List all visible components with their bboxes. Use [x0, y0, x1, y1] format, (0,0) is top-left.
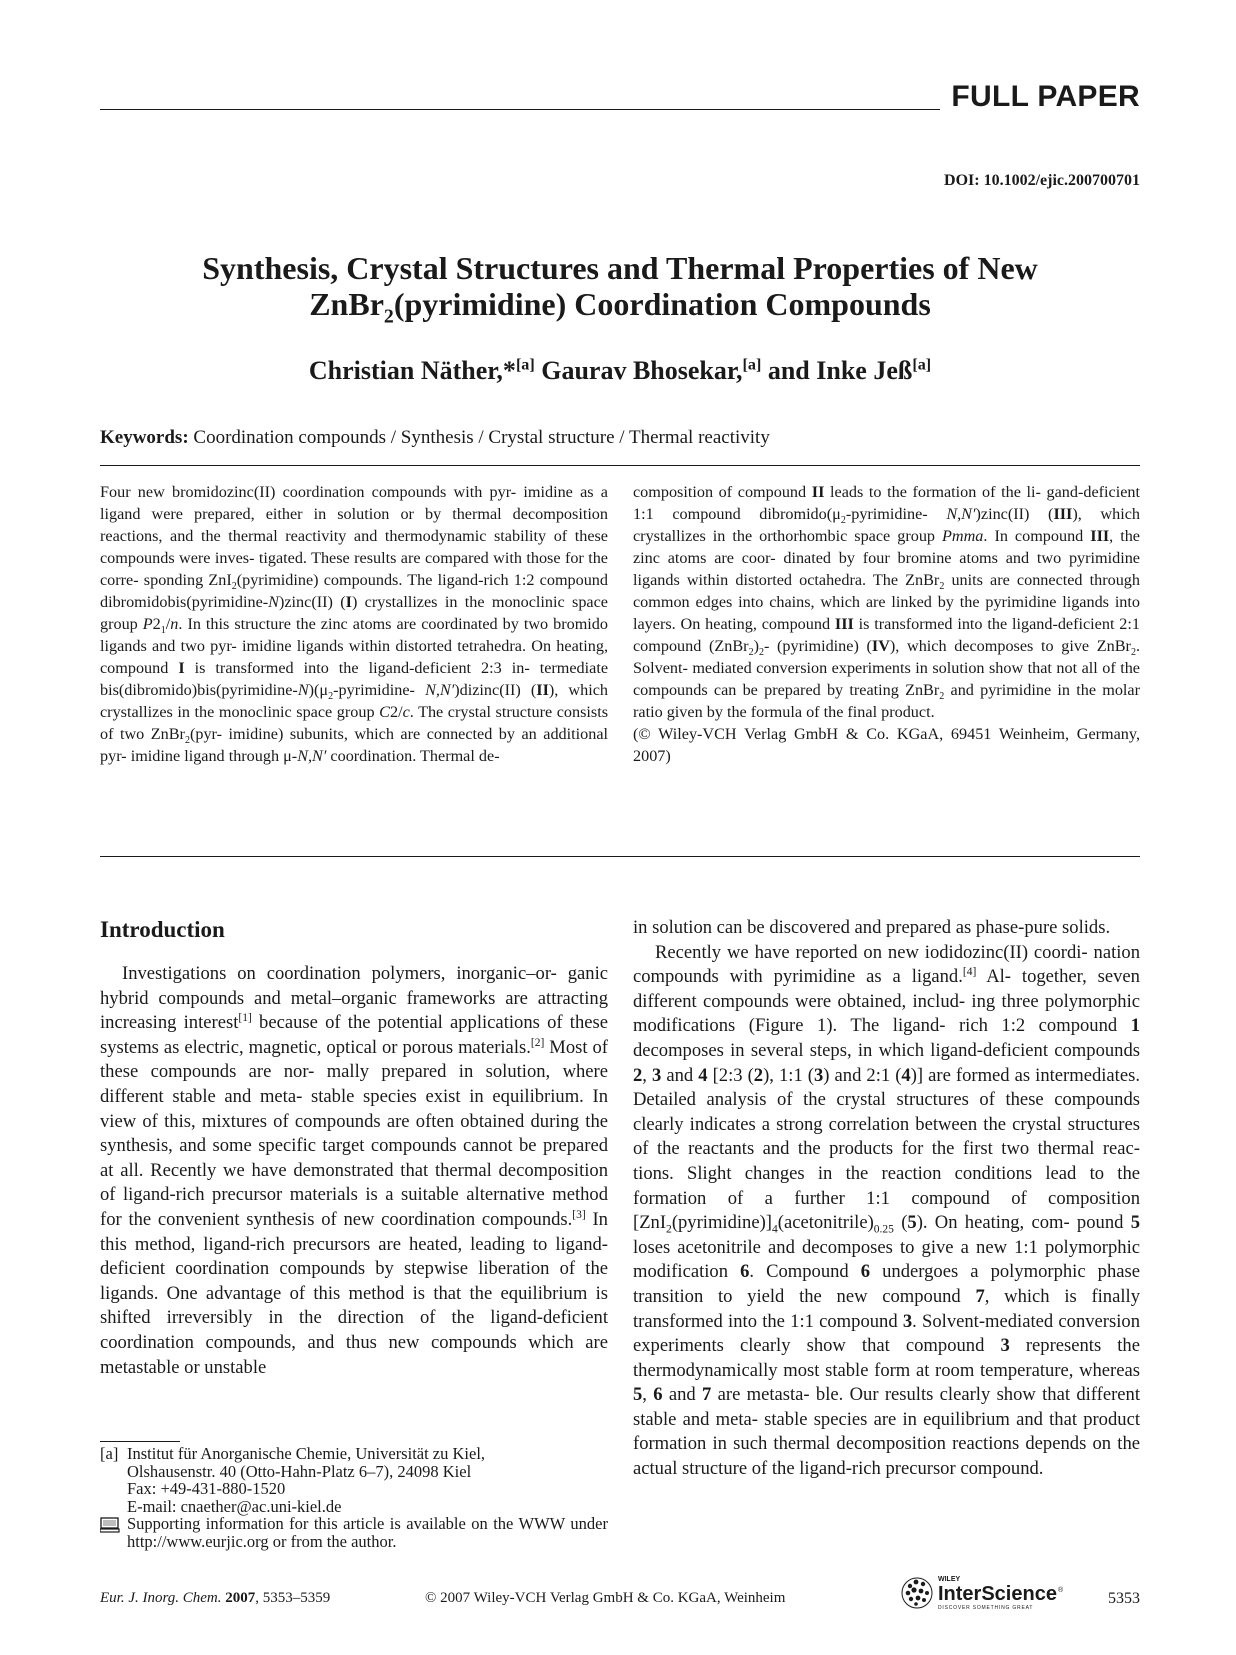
keywords-text: Coordination compounds / Synthesis / Crystal structure / Thermal reactivity: [193, 427, 770, 448]
author-name: Inke Jeß: [816, 356, 913, 385]
footnote-rule: [100, 1441, 180, 1442]
logo-tagline: DISCOVER SOMETHING GREAT: [938, 1605, 1034, 1611]
abstract-top-rule: [100, 465, 1140, 466]
affiliation-line: Fax: +49-431-880-1520: [127, 1479, 286, 1498]
author-name: Christian Näther,*: [308, 356, 516, 385]
journal-name: Eur. J. Inorg. Chem.: [100, 1590, 222, 1606]
author-list: Christian Näther,*[a] Gaurav Bhosekar,[a] and Inke Jeß[a]: [308, 356, 932, 385]
abstract-left-column: Four new bromidozinc(II) coordination compounds with pyr- imidine as a ligand were prepared, either in solution or by thermal decomposition reactions, and the thermal reactivity and thermodynamic stability of these compounds were inves- tigated. These results are compared with those for the corre- sponding ZnI$_2$(pyrimidine) compounds. The ligand-rich 1:2 compound dibromidobis(pyrimidine-N)zinc(II) (I) crystallizes in the monoclinic space group $P2_1/n$. In this structure the zinc atoms are coordinated by two bromido ligands and two pyr- imidine ligands within distorted tetrahedra. On heating, compound I is transformed into the ligand-deficient 2:3 in- termediate $bis(dibromido)bis(pyrimidine-N)(\mu_2-pyrimidine-$ N,N′)dizinc(II) (II), which crystallizes in the monoclinic space group C2/c. The crystal structure consists of two ZnBr$_2$(pyr- imidine) subunits, which are connected by an additional pyr- imidine ligand through μ-N,N′ coordination. Thermal de-: [100, 483, 609, 765]
affiliation-line: Institut für Anorganische Chemie, Universität zu Kiel,: [127, 1444, 486, 1463]
globe-icon: [902, 1578, 932, 1608]
abstract-bottom-rule: [100, 856, 1140, 857]
author-name: Gaurav Bhosekar,: [541, 356, 743, 385]
wiley-interscience-logo[interactable]: [900, 1572, 1070, 1612]
affiliation-mark: [a]: [100, 1444, 119, 1463]
body-left-column: [100, 962, 608, 1380]
keywords-label: Keywords:: [100, 427, 189, 448]
paragraph: Investigations on coordination polymers, inorganic–or- ganic hybrid compounds and metal–organic frameworks are attracting increasing interest[1] because of the potential applications of these systems as electric, magnetic, optical or porous materials.[2] Most of these compounds are nor- mally prepared in solution, where different stable and meta- stable species exist in equilibrium. In view of this, mixtures of compounds are often obtained during the synthesis, and some specific target compounds cannot be prepared at all. Recently we have demonstrated that thermal decomposition of ligand-rich precursor materials is a suitable alternative method for the convenient synthesis of new coordination compounds.[3] In this method, ligand-rich precursors are heated, leading to ligand-deficient coordination compounds by stepwise liberation of the ligands. One advantage of this method is that the equilibrium is shifted irreversibly in the direction of the ligand-deficient coordination compounds, and thus new compounds which are metastable or unstable: [100, 963, 608, 1378]
supporting-information-note: Supporting information for this article is available on the WWW under http://www.eurjic.org or from the author.: [127, 1514, 608, 1551]
author-affiliation-mark: [a]: [742, 356, 762, 374]
section-label: FULL PAPER: [951, 80, 1140, 113]
page-number: 5353: [1108, 1590, 1140, 1607]
paper-title: [100, 250, 1140, 328]
paragraph: Recently we have reported on new iodidozinc(II) coordi- nation compounds with pyrimidine as a ligand.[4] Al- together, seven different compounds were obtained, includ- ing three polymorphic modifications (Figure 1). The ligand- rich 1:2 compound 1 decomposes in several steps, in which ligand-deficient compounds 2, 3 and 4 [2:3 (2), 1:1 (3) and 2:1 (4)] are formed as intermediates. Detailed analysis of the crystal structures of these compounds clearly indicates a strong correlation between the crystal structures of the reactants and the products for the first two thermal reac- tions. Slight changes in the reaction conditions lead to the formation of a further 1:1 compound of composition $[ZnI_2(pyrimidine)]_4(acetonitrile)_{0.25}$ (5). On heating, com- pound 5 loses acetonitrile and decomposes to give a new 1:1 polymorphic modification 6. Compound 6 undergoes a polymorphic phase transition to yield the new compound 7, which is finally transformed into the 1:1 compound 3. Solvent-mediated conversion experiments clearly show that compound 3 represents the thermodynamically most stable form at room temperature, whereas 5, 6 and 7 are metasta- ble. Our results clearly show that different stable and meta- stable species are in equilibrium and that product formation in such thermal decomposition reactions depends on the actual structure of the ligand-rich precursor compound.: [633, 941, 1140, 1480]
affiliation-line: Olshausenstr. 40 (Otto-Hahn-Platz 6–7), 24098 Kiel: [127, 1461, 472, 1481]
journal-year: 2007: [225, 1590, 256, 1606]
logo-registered-mark: ®: [1058, 1587, 1064, 1594]
affiliation-email: E-mail: cnaether@ac.uni-kiel.de: [127, 1496, 342, 1516]
abstract-right-column: composition of compound II leads to the formation of the li- gand-deficient 1:1 compound $dibromido(\mu_2-pyrimidine-$ N,N′)zinc(II) (III), which crystallizes in the orthorhombic space group Pmma. In compound III, the zinc atoms are coor- dinated by four bromine atoms and two pyrimidine ligands within distorted octahedra. The ZnBr$_2$ units are connected through common edges into chains, which are linked by the pyrimidine ligands into layers. On heating, compound III is transformed into the ligand-deficient 2:1 compound $(ZnBr_2)_2-$ (pyrimidine) (IV), which decomposes to give ZnBr$_2$. Solvent- mediated conversion experiments in solution show that not all of the compounds can be prepared by treating ZnBr$_2$ and pyrimidine in the molar ratio given by the formula of the final product. (© Wiley-VCH Verlag GmbH & Co. KGaA, 69451 Weinheim, Germany, 2007): [633, 483, 1141, 765]
computer-monitor-icon: [100, 1515, 127, 1532]
doi: DOI: 10.1002/ejic.200700701: [944, 172, 1140, 189]
keywords: [100, 427, 770, 449]
logo-interscience-text: InterScience: [938, 1583, 1057, 1605]
journal-pages: , 5353–5359: [255, 1590, 331, 1606]
affiliation-footnote: [100, 1445, 608, 1550]
section-heading-introduction: Introduction: [100, 917, 225, 942]
title-line-2: ZnBr$_2$(pyrimidine) Coordination Compounds: [309, 286, 931, 328]
footer-citation: [100, 1590, 330, 1607]
paragraph: in solution can be discovered and prepared as phase-pure solids.: [633, 917, 1111, 938]
author-affiliation-mark: [a]: [515, 356, 535, 374]
title-line-1: Synthesis, Crystal Structures and Thermal Properties of New: [202, 250, 1038, 286]
header-rule: [100, 109, 940, 110]
footer-copyright: © 2007 Wiley-VCH Verlag GmbH & Co. KGaA, Weinheim: [425, 1590, 786, 1606]
author-affiliation-mark: [a]: [912, 356, 932, 374]
logo-wiley-text: WILEY: [938, 1576, 961, 1583]
body-right-column: [633, 916, 1140, 1482]
